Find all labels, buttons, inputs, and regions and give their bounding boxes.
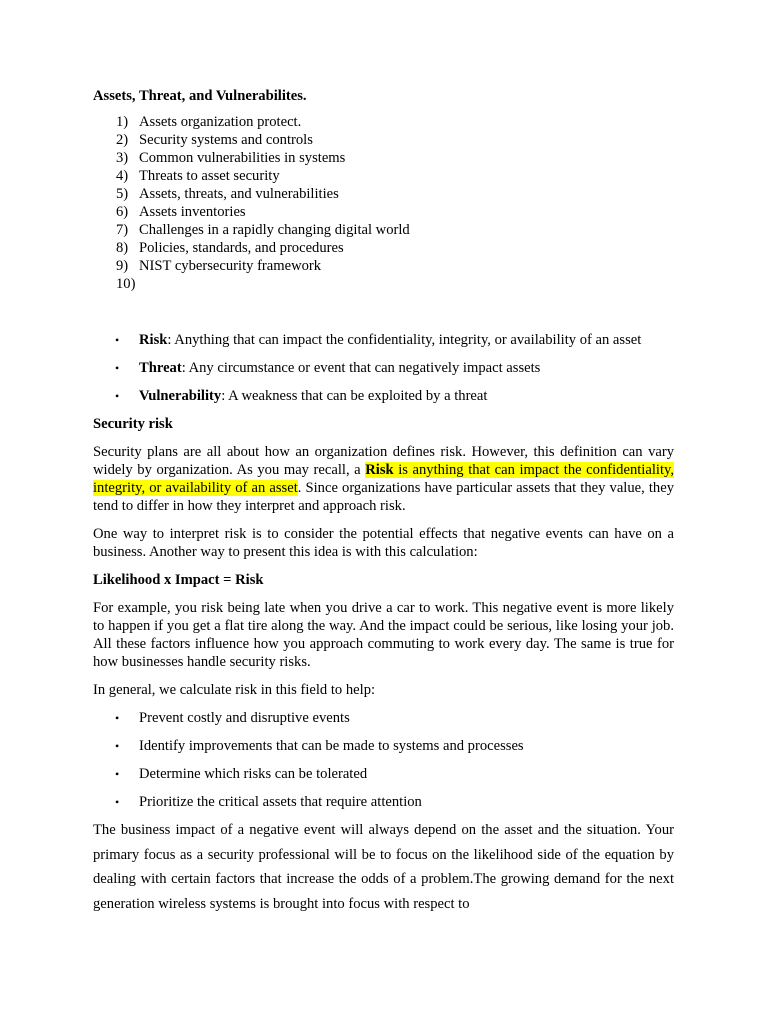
paragraph-text: Security plans are all about how an organization defines risk. However, this definition can vary widely by organization. As you may recall, a [93,444,674,478]
help-list-item [93,765,674,783]
list-number: 3) [116,150,129,166]
highlighted-term: Risk [365,462,394,478]
list-item-text: Assets, threats, and vulnerabilities [139,186,339,202]
numbered-list-item [93,149,674,167]
help-item-text: Prioritize the critical assets that require attention [139,794,422,810]
numbered-list-item [93,221,674,239]
list-item-text: Policies, standards, and procedures [139,240,344,256]
document-page [93,87,674,926]
definition-text: : Anything that can impact the confidentiality, integrity, or availability of an asset [167,332,642,348]
definition-item-vulnerability [93,387,674,405]
bullet-icon: • [115,333,120,347]
list-number: 6) [116,204,129,220]
highlighted-rest: is anything that can impact the confidentiality, integrity, or availability of an asset [93,462,674,496]
list-number: 2) [116,132,129,148]
blank-line [93,293,674,331]
bullet-icon: • [115,361,120,375]
definition-item-risk [93,331,674,349]
numbered-list-item [93,257,674,275]
list-number: 5) [116,186,129,202]
paragraph-business-impact: The business impact of a negative event will always depend on the asset and the situation. Your primary focus as a security professional will be to focus on the likelihood side of the equation by dealing with certain factors that increase the odds of a problem.The growing demand for the next generation wireless systems is brought into focus with respect to [93,822,674,912]
topics-numbered-list [93,113,674,293]
bullet-icon: • [115,795,120,809]
risk-formula: Likelihood x Impact = Risk [93,572,264,588]
numbered-list-item [93,239,674,257]
list-item-text: Threats to asset security [139,168,280,184]
bullet-icon: • [115,711,120,725]
list-number: 10) [116,276,136,292]
list-number: 7) [116,222,129,238]
bullet-icon: • [115,389,120,403]
definition-term: Threat [139,360,182,376]
help-list-item [93,709,674,727]
calculate-help-list [93,709,674,811]
help-list-item [93,793,674,811]
paragraph-risk-definition [93,443,674,515]
list-item-text: Assets organization protect. [139,114,302,130]
definition-text: : Any circumstance or event that can negatively impact assets [181,360,541,376]
paragraph-text-after: . Since organizations have particular assets that they value, they tend to differ in how they interpret and approach risk. [93,480,674,514]
definition-item-threat [93,359,674,377]
document-title: Assets, Threat, and Vulnerabilites. [93,88,307,104]
numbered-list-item [93,131,674,149]
bullet-icon: • [115,767,120,781]
numbered-list-item [93,203,674,221]
numbered-list-item [93,275,674,293]
numbered-list-item [93,185,674,203]
help-item-text: Determine which risks can be tolerated [139,766,368,782]
definition-term: Vulnerability [139,388,222,404]
list-item-text: Common vulnerabilities in systems [139,150,346,166]
definition-text: : A weakness that can be exploited by a threat [221,388,488,404]
paragraph-example: For example, you risk being late when you drive a car to work. This negative event is more likely to happen if you get a flat tire along the way. And the impact could be serious, like losing your job. All these factors influence how you approach commuting to work every day. The same is true for how businesses handle security risks. [93,600,674,670]
list-number: 1) [116,114,129,130]
help-item-text: Identify improvements that can be made to systems and processes [139,738,524,754]
list-number: 9) [116,258,129,274]
list-item-text: Security systems and controls [139,132,313,148]
list-item-text: Assets inventories [139,204,246,220]
numbered-list-item [93,113,674,131]
bullet-icon: • [115,739,120,753]
definition-term: Risk [139,332,168,348]
help-list-item [93,737,674,755]
list-item-text: Challenges in a rapidly changing digital world [139,222,410,238]
numbered-list-item [93,167,674,185]
paragraph-calculate-intro: In general, we calculate risk in this field to help: [93,682,376,698]
help-item-text: Prevent costly and disruptive events [139,710,350,726]
list-number: 8) [116,240,129,256]
definitions-list [93,331,674,405]
paragraph-interpret-risk: One way to interpret risk is to consider the potential effects that negative events can have on a business. Another way to present this idea is with this calculation: [93,526,674,560]
list-item-text: NIST cybersecurity framework [139,258,322,274]
list-number: 4) [116,168,129,184]
section-heading-security-risk: Security risk [93,416,173,432]
